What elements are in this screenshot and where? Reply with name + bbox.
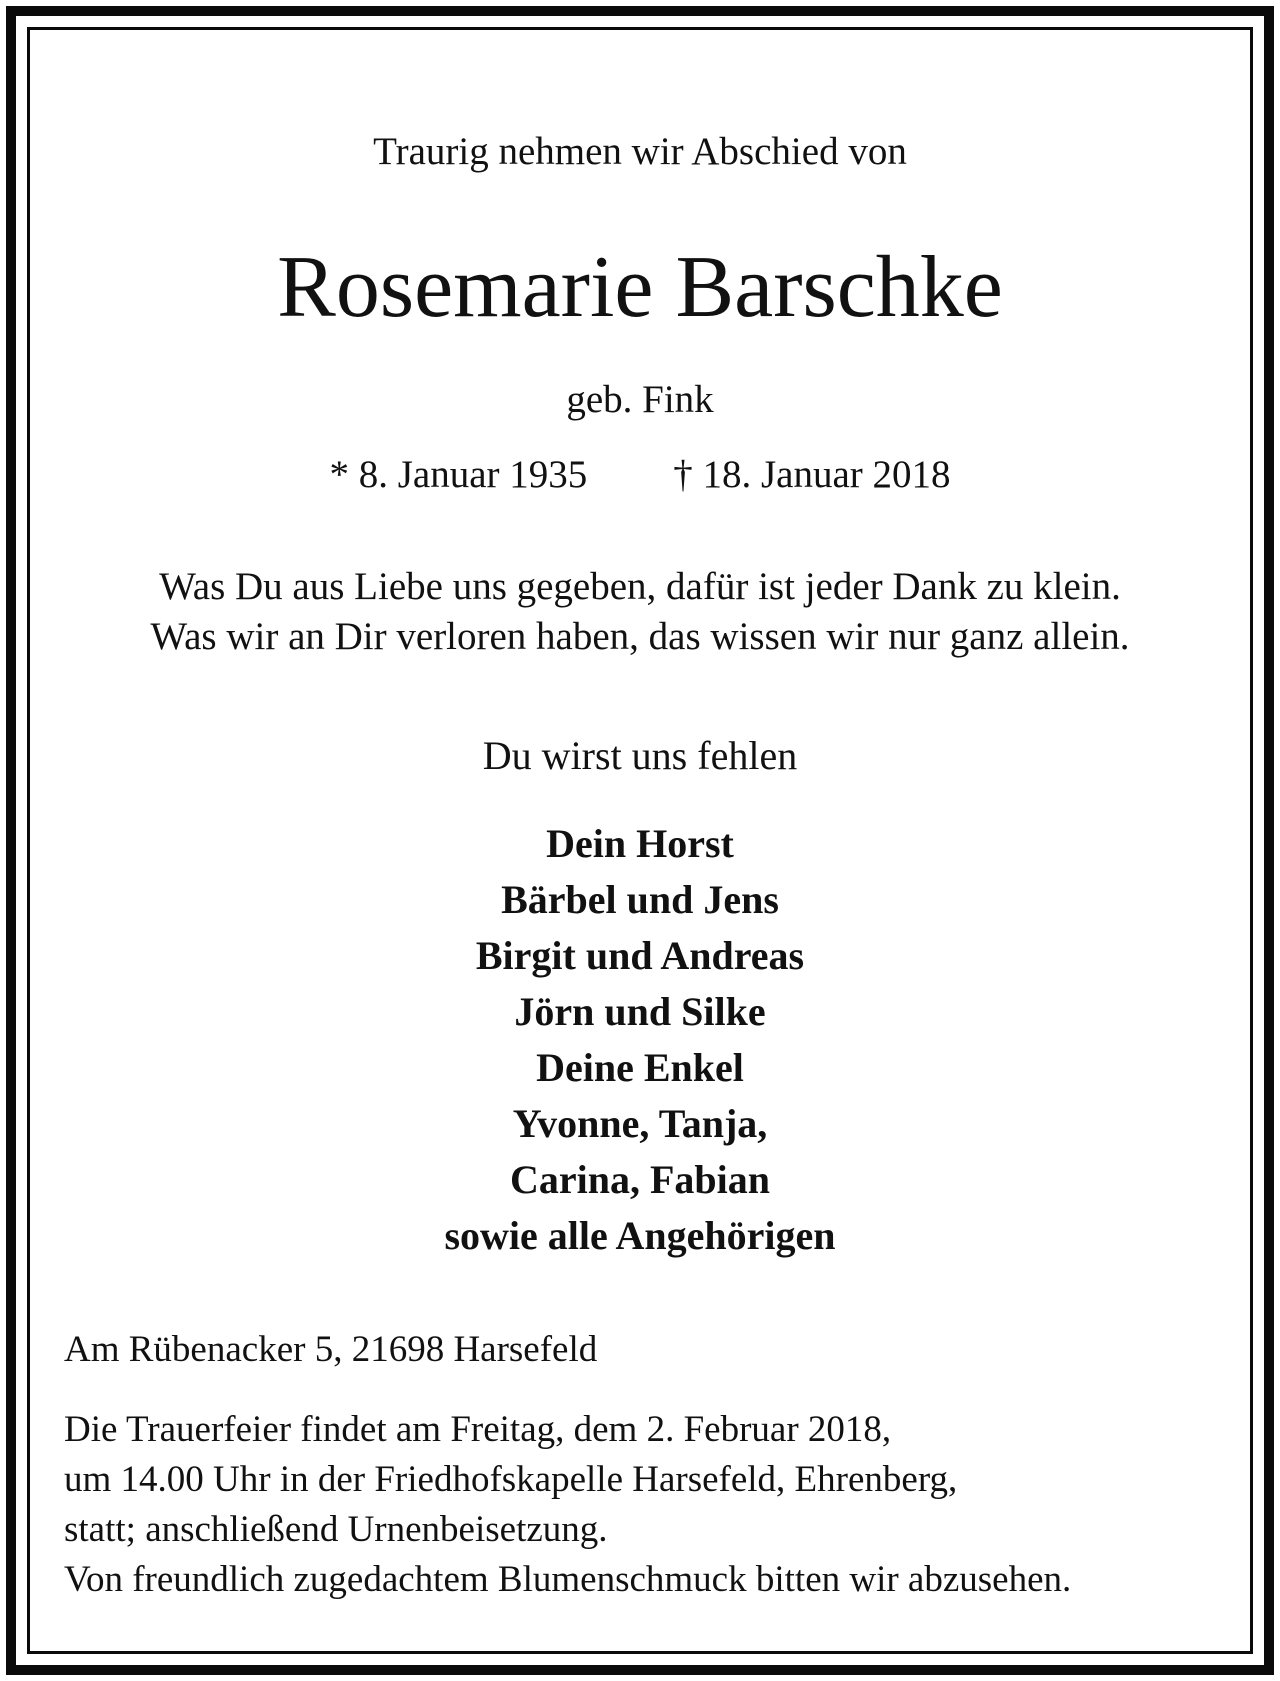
address: Am Rübenacker 5, 21698 Harsefeld: [64, 1329, 598, 1370]
service-line: Die Trauerfeier findet am Freitag, dem 2. Februar 2018,: [64, 1409, 892, 1450]
mourner-line: Carina, Fabian: [509, 1157, 771, 1202]
mourner-line: Dein Horst: [546, 821, 734, 866]
service-details: [64, 1405, 1071, 1605]
quote-line-2: Was wir an Dir verloren haben, das wissen wir nur ganz allein.: [150, 615, 1130, 658]
mourners-list: [0, 816, 1280, 1264]
birth-date: * 8. Januar 1935: [329, 453, 588, 496]
service-line: statt; anschließend Urnenbeisetzung.: [64, 1509, 608, 1550]
mourner-line: sowie alle Angehörigen: [444, 1213, 836, 1258]
mourner-line: Yvonne, Tanja,: [512, 1101, 768, 1146]
service-line: um 14.00 Uhr in der Friedhofskapelle Harsefeld, Ehrenberg,: [64, 1459, 958, 1500]
mourner-line: Bärbel und Jens: [501, 877, 779, 922]
intro-text: Traurig nehmen wir Abschied von: [373, 130, 907, 173]
life-dates: [0, 455, 1280, 494]
deceased-name: Rosemarie Barschke: [277, 239, 1003, 336]
quote-line-1: Was Du aus Liebe uns gegeben, dafür ist jeder Dank zu klein.: [159, 565, 1121, 608]
maiden-name: geb. Fink: [566, 378, 714, 421]
mourner-line: Jörn und Silke: [514, 989, 766, 1034]
mourner-line: Birgit und Andreas: [475, 933, 805, 978]
mourner-line: Deine Enkel: [536, 1045, 744, 1090]
farewell-text: Du wirst uns fehlen: [482, 733, 798, 778]
service-line: Von freundlich zugedachtem Blumenschmuck bitten wir abzusehen.: [64, 1559, 1072, 1600]
death-date: † 18. Januar 2018: [673, 453, 951, 496]
